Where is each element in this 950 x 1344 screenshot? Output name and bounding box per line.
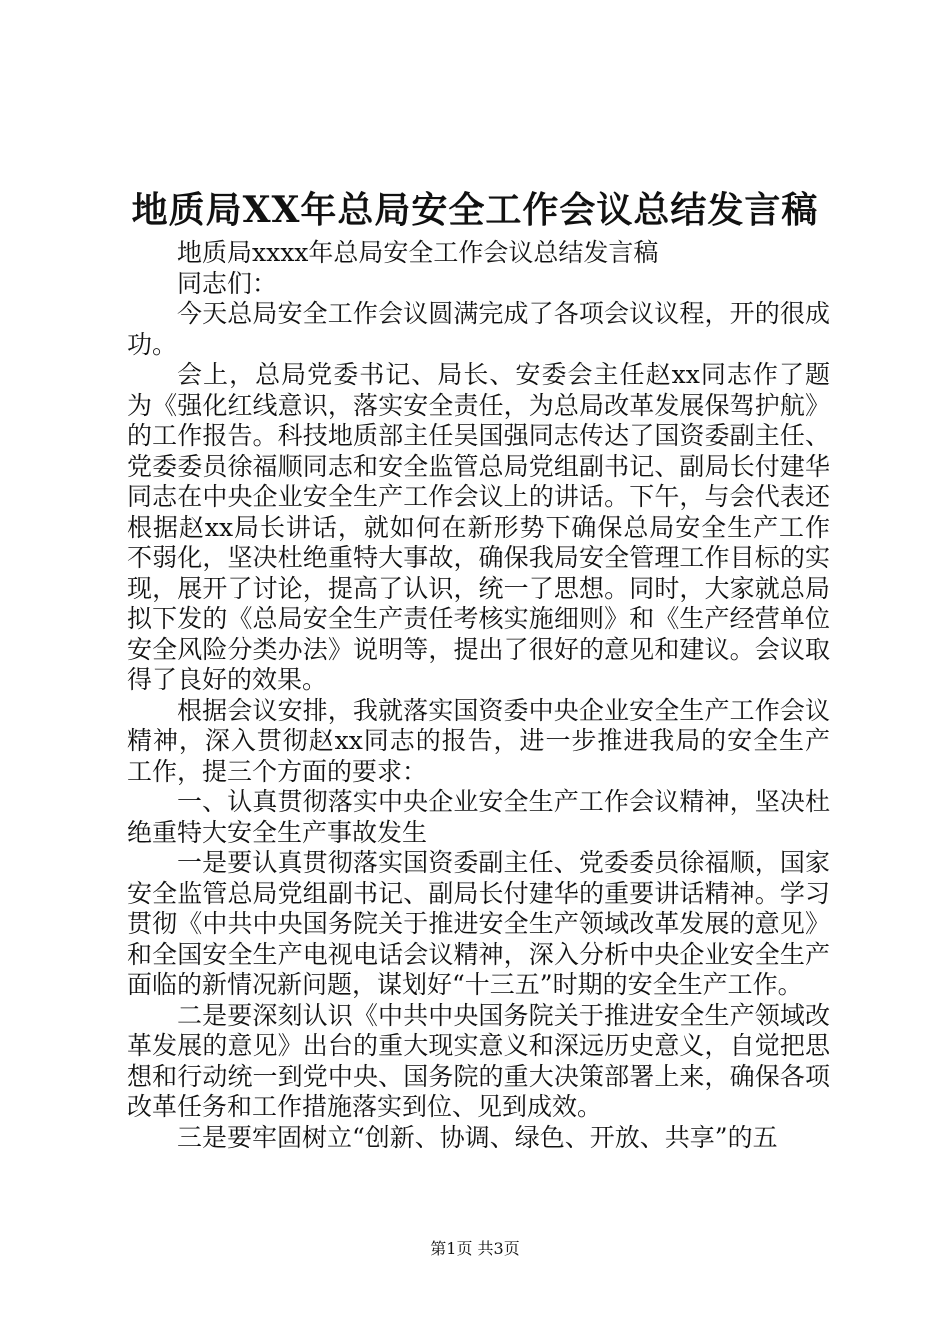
document-body [127, 238, 830, 1153]
subtitle-paragraph: 地质局xxxx年总局安全工作会议总结发言稿 [177, 238, 659, 267]
body-paragraph: 二是要深刻认识《中共中央国务院关于推进安全生产领域改革发展的意见》出台的重大现实意义和深远历史意义，自觉把思想和行动统一到党中央、国务院的重大决策部署上来，确保各项改革任务和工作措施落实到位、见到成效。 [127, 1000, 830, 1121]
body-paragraph: 根据会议安排，我就落实国资委中央企业安全生产工作会议精神，深入贯彻赵xx同志的报告，进一步推进我局的安全生产工作，提三个方面的要求： [127, 695, 830, 786]
body-paragraph: 三是要牢固树立“创新、协调、绿色、开放、共享”的五 [177, 1122, 778, 1152]
body-paragraph: 今天总局安全工作会议圆满完成了各项会议议程，开的很成功。 [127, 299, 830, 359]
salutation-paragraph: 同志们： [177, 268, 278, 298]
page-number-footer: 第1页 共3页 [430, 1239, 520, 1258]
body-paragraph: 一是要认真贯彻落实国资委副主任、党委委员徐福顺，国家安全监管总局党组副书记、副局长付建华的重要讲话精神。学习贯彻《中共中央国务院关于推进安全生产领域改革发展的意见》和全国安全生产电视电话会议精神，深入分析中央企业安全生产面临的新情况新问题，谋划好“十三五”时期的安全生产工作。 [127, 848, 830, 999]
document-title: 地质局XX年总局安全工作会议总结发言稿 [131, 189, 819, 231]
section-heading: 一、认真贯彻落实中央企业安全生产工作会议精神，坚决杜绝重特大安全生产事故发生 [127, 787, 830, 847]
body-paragraph: 会上，总局党委书记、局长、安委会主任赵xx同志作了题为《强化红线意识，落实安全责任，为总局改革发展保驾护航》的工作报告。科技地质部主任吴国强同志传达了国资委副主任、党委委员徐福顺同志和安全监管总局党组副书记、副局长付建华同志在中央企业安全生产工作会议上的讲话。下午，与会代表还根据赵xx局长讲话，就如何在新形势下确保总局安全生产工作不弱化，坚决杜绝重特大事故，确保我局安全管理工作目标的实现，展开了讨论，提高了认识，统一了思想。同时，大家就总局拟下发的《总局安全生产责任考核实施细则》和《生产经营单位安全风险分类办法》说明等，提出了很好的意见和建议。会议取得了良好的效果。 [127, 360, 830, 694]
